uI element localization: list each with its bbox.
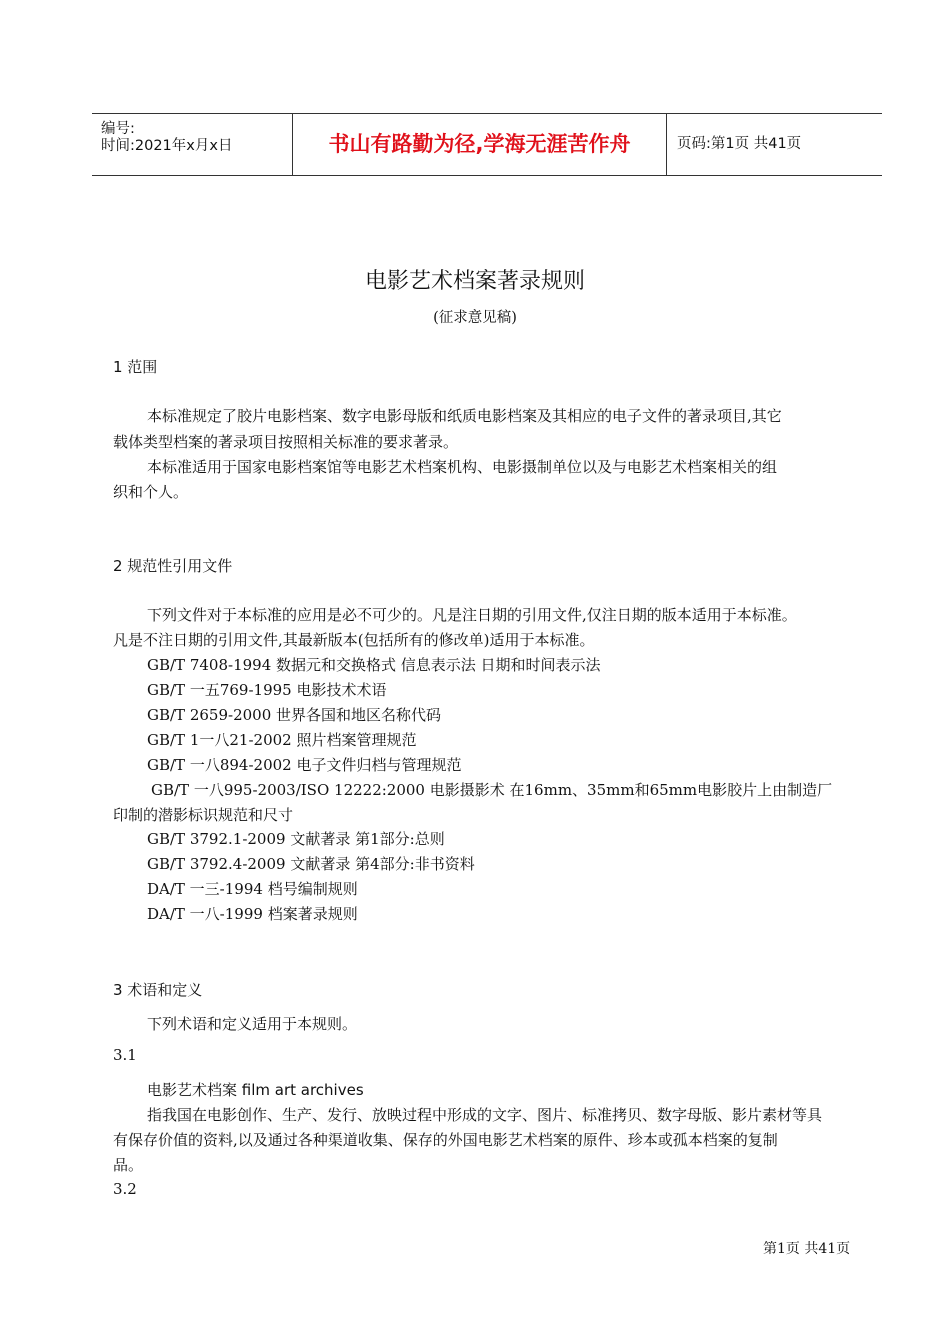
document-date-label: 时间:2021年x月x日 <box>101 138 233 154</box>
document-subtitle: (征求意见稿) <box>433 310 517 326</box>
reference-item: GB/T 7408-1994 数据元和交换格式 信息表示法 日期和时间表示法 <box>147 656 601 674</box>
paragraph-line: 织和个人。 <box>113 483 189 501</box>
section-heading-terms: 3 术语和定义 <box>113 981 203 999</box>
reference-item-continuation: 印制的潜影标识规范和尺寸 <box>113 806 294 824</box>
section-heading-scope: 1 范围 <box>113 358 158 376</box>
paragraph-line: 本标准规定了胶片电影档案、数字电影母版和纸质电影档案及其相应的电子文件的著录项目,其它 <box>147 407 782 425</box>
header-table <box>92 113 882 176</box>
document-title: 电影艺术档案著录规则 <box>364 269 585 294</box>
header-meta-cell <box>92 114 293 175</box>
definition-line: 有保存价值的资料,以及通过各种渠道收集、保存的外国电影艺术档案的原件、珍本或孤本档案的复制 <box>113 1131 778 1149</box>
reference-item: GB/T 3792.1-2009 文献著录 第1部分:总则 <box>147 830 445 848</box>
paragraph-line: 下列术语和定义适用于本规则。 <box>147 1015 358 1033</box>
reference-item: GB/T 一五769-1995 电影技术术语 <box>147 681 387 699</box>
reference-item: DA/T 一八-1999 档案著录规则 <box>147 905 358 923</box>
reference-item: GB/T 一八995-2003/ISO 12222:2000 电影摄影术 在16mm、35mm和65mm电影胶片上由制造厂 <box>151 781 833 799</box>
reference-item: GB/T 3792.4-2009 文献著录 第4部分:非书资料 <box>147 855 475 873</box>
clause-number: 3.1 <box>113 1046 137 1064</box>
reference-item: GB/T 一八894-2002 电子文件归档与管理规范 <box>147 756 462 774</box>
clause-number: 3.2 <box>113 1180 137 1198</box>
reference-item: GB/T 2659-2000 世界各国和地区名称代码 <box>147 706 442 724</box>
paragraph-line: 凡是不注日期的引用文件,其最新版本(包括所有的修改单)适用于本标准。 <box>113 631 595 649</box>
header-page-number: 页码:第1页 共41页 <box>677 136 802 152</box>
term-entry: 电影艺术档案 film art archives <box>147 1081 364 1099</box>
definition-line: 品。 <box>113 1156 144 1174</box>
footer-page-number: 第1页 共41页 <box>763 1241 851 1257</box>
reference-item: DA/T 一三-1994 档号编制规则 <box>147 880 358 898</box>
header-motto: 书山有路勤为径,学海无涯苦作舟 <box>293 114 667 175</box>
reference-item: GB/T 1一八21-2002 照片档案管理规范 <box>147 731 417 749</box>
document-number-label: 编号: <box>101 121 135 137</box>
definition-line: 指我国在电影创作、生产、发行、放映过程中形成的文字、图片、标准拷贝、数字母版、影片素材等具 <box>147 1106 823 1124</box>
paragraph-line: 载体类型档案的著录项目按照相关标准的要求著录。 <box>113 433 459 451</box>
paragraph-line: 下列文件对于本标准的应用是必不可少的。凡是注日期的引用文件,仅注日期的版本适用于本标准。 <box>147 606 797 624</box>
section-heading-normative-references: 2 规范性引用文件 <box>113 557 233 575</box>
paragraph-line: 本标准适用于国家电影档案馆等电影艺术档案机构、电影摄制单位以及与电影艺术档案相关的组 <box>147 458 778 476</box>
